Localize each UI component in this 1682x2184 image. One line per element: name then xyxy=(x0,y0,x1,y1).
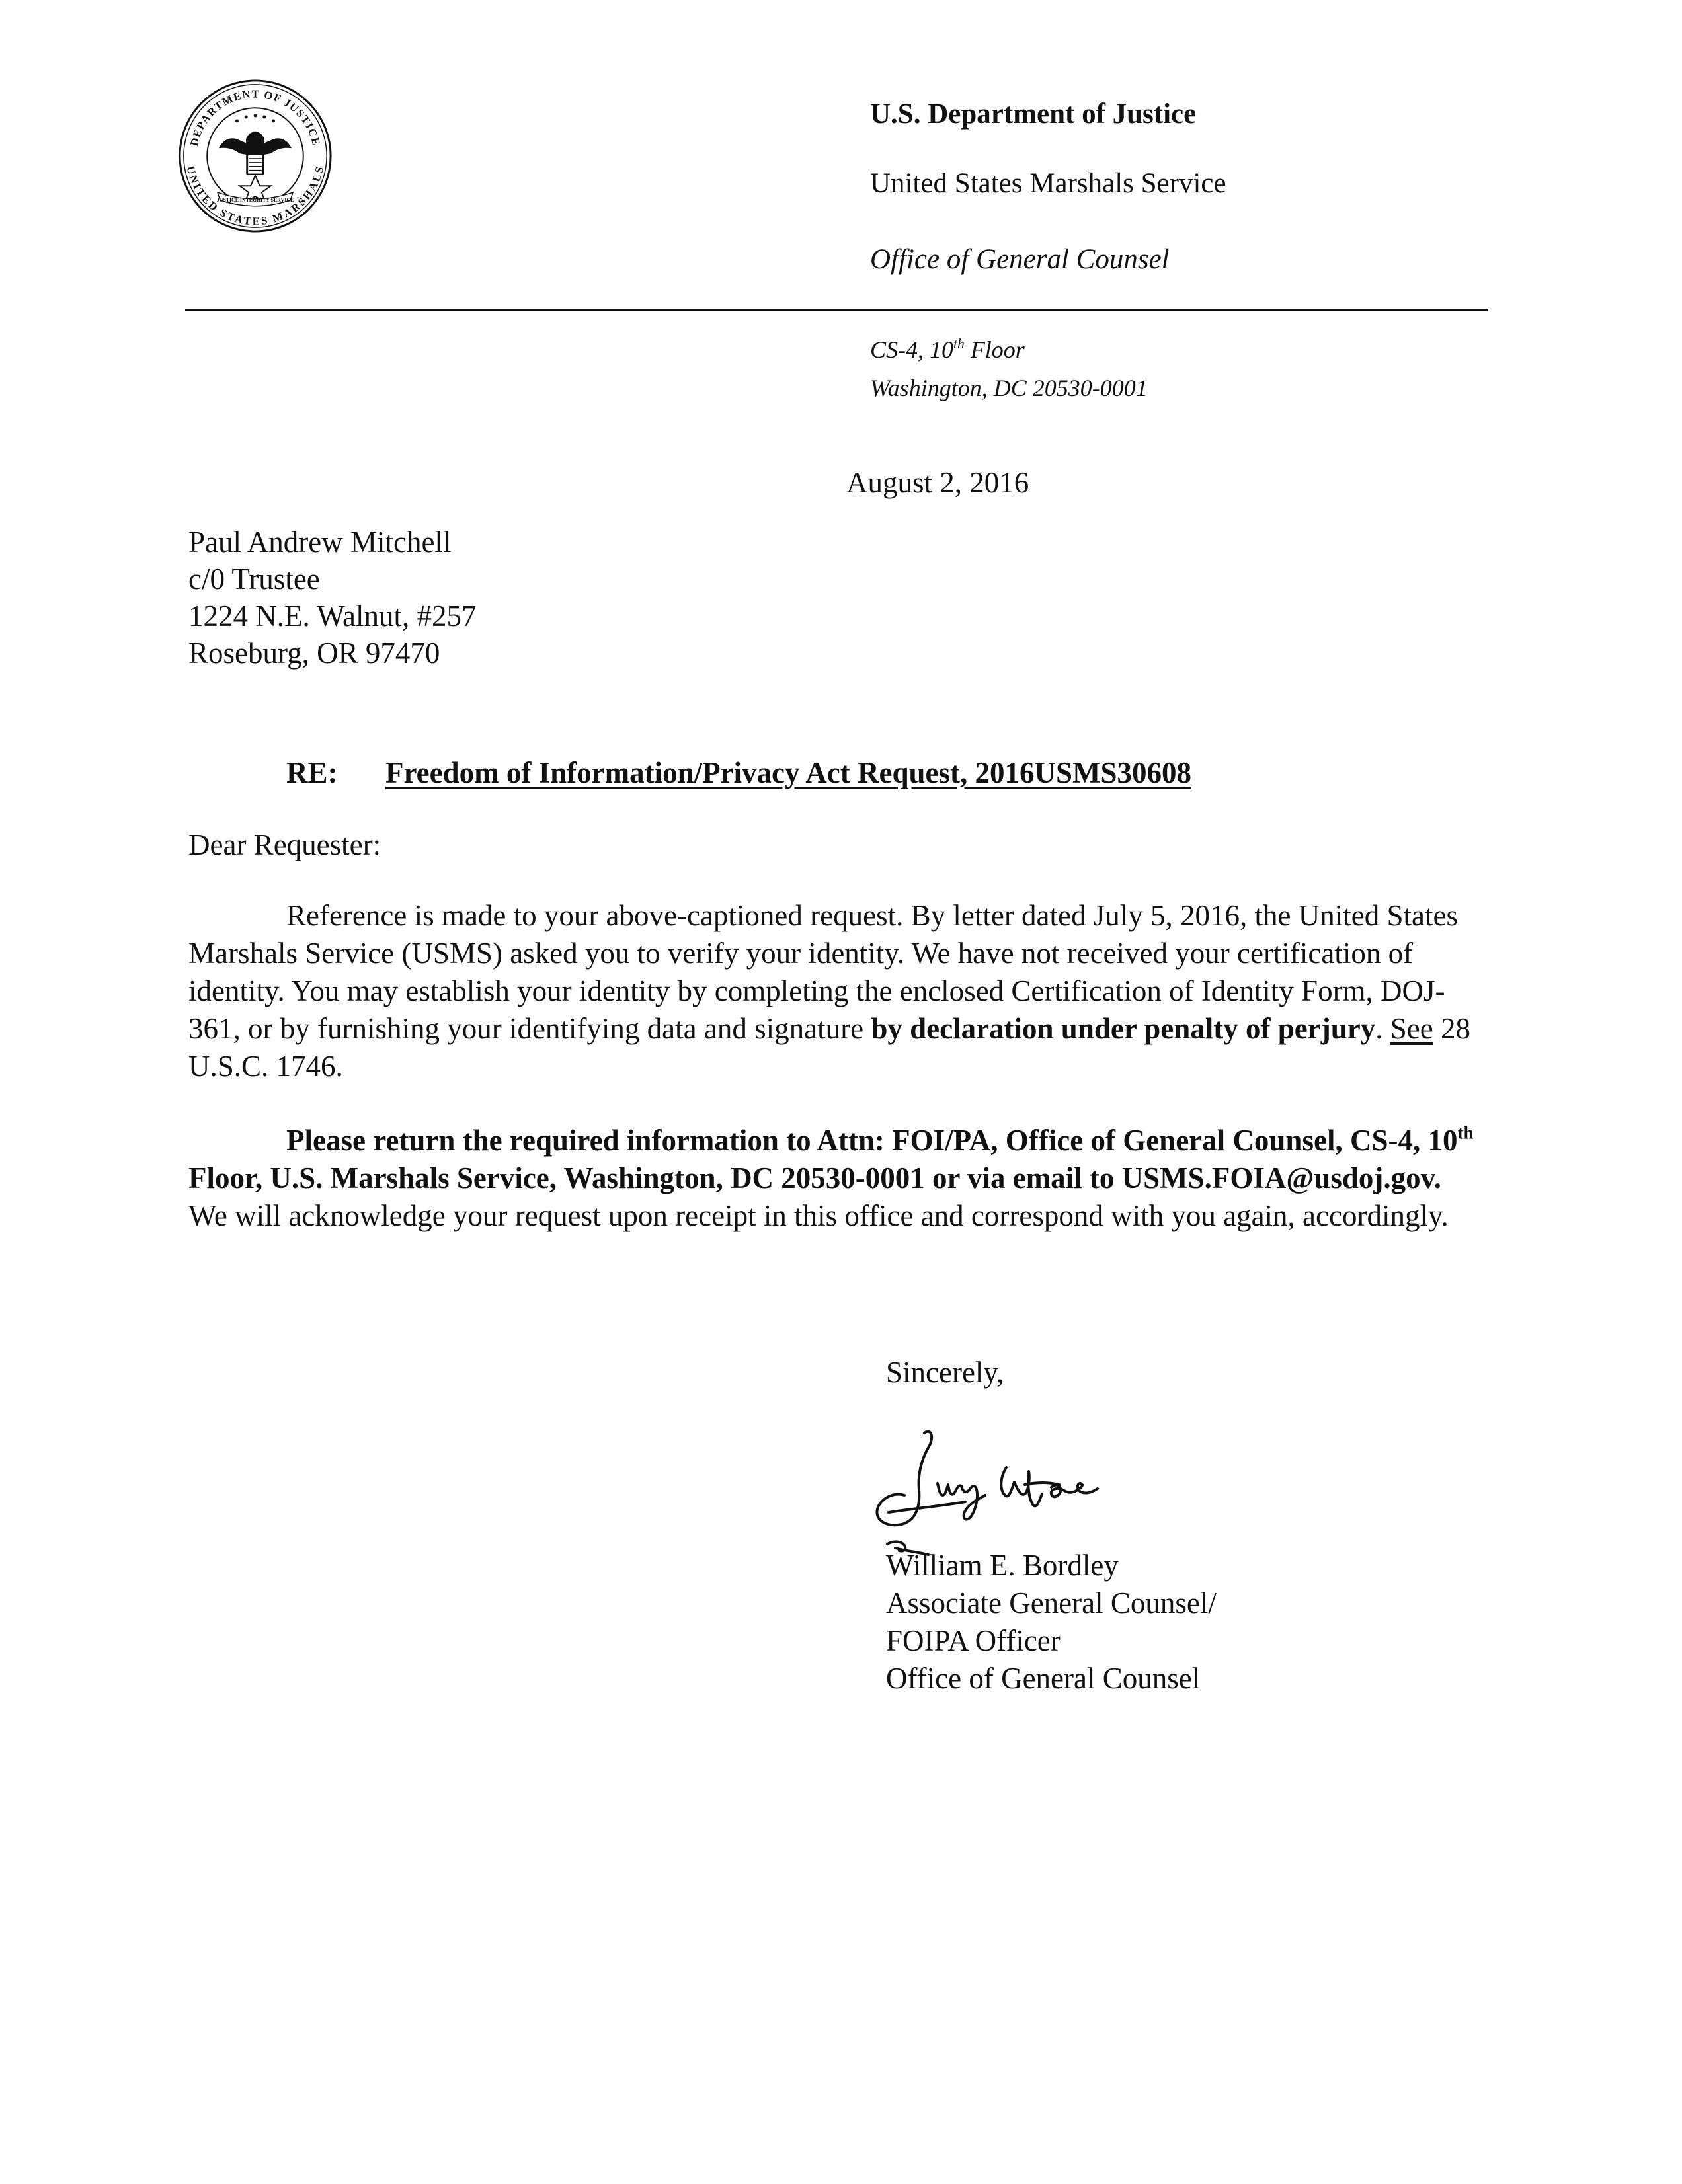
agency-name: United States Marshals Service xyxy=(870,168,1226,199)
re-subject: Freedom of Information/Privacy Act Request, 2016USMS30608 xyxy=(385,756,1192,789)
office-address-line1: CS-4, 10th Floor xyxy=(870,335,1025,363)
re-line xyxy=(286,756,1191,790)
signer-block xyxy=(886,1547,1217,1697)
salutation: Dear Requester: xyxy=(188,828,381,861)
letterhead-divider xyxy=(185,309,1488,311)
office-address xyxy=(870,331,1148,407)
doj-seal-logo xyxy=(177,78,333,234)
re-label: RE: xyxy=(286,756,338,789)
svg-text:DEPARTMENT OF JUSTICE: DEPARTMENT OF JUSTICE xyxy=(187,87,323,147)
svg-text:UNITED STATES MARSHALS: UNITED STATES MARSHALS xyxy=(184,165,327,228)
paragraph-identity-request: Reference is made to your above-captioned request. By letter dated July 5, 2016, the United States Marshals Service (USMS) asked you to verify your identity. We have not received your certification of identity. You may establish your identity by completing the enclosed Certification of Identity Form, DOJ-361, or by furnishing your identifying data and signature by declaration under penalty of perjury. See 28 U.S.C. 1746. xyxy=(188,899,1470,1083)
letter-date: August 2, 2016 xyxy=(846,466,1029,499)
recipient-care-of: c/0 Trustee xyxy=(188,563,320,596)
signer-name: William E. Bordley xyxy=(886,1549,1119,1582)
office-name: Office of General Counsel xyxy=(870,244,1170,275)
recipient-street: 1224 N.E. Walnut, #257 xyxy=(188,600,477,633)
department-name: U.S. Department of Justice xyxy=(870,98,1197,130)
recipient-city: Roseburg, OR 97470 xyxy=(188,637,440,670)
signer-office: Office of General Counsel xyxy=(886,1662,1201,1695)
recipient-address xyxy=(188,524,477,672)
svg-text:JUSTICE INTEGRITY SERVICE: JUSTICE INTEGRITY SERVICE xyxy=(216,196,294,203)
signer-role: FOIPA Officer xyxy=(886,1624,1061,1657)
paragraph-return-instructions: Please return the required information to Attn: FOI/PA, Office of General Counsel, CS-4, 10th Floor, U.S. Marshals Service, Washington, DC 20530-0001 or via email to USMS.FOIA@usdoj.gov. We will acknowledge your request upon receipt in this office and correspond with you again, accordingly. xyxy=(188,1122,1474,1232)
office-address-line2: Washington, DC 20530-0001 xyxy=(870,375,1148,401)
closing: Sincerely, xyxy=(886,1356,1004,1389)
signer-title: Associate General Counsel/ xyxy=(886,1586,1217,1619)
recipient-name: Paul Andrew Mitchell xyxy=(188,526,452,559)
